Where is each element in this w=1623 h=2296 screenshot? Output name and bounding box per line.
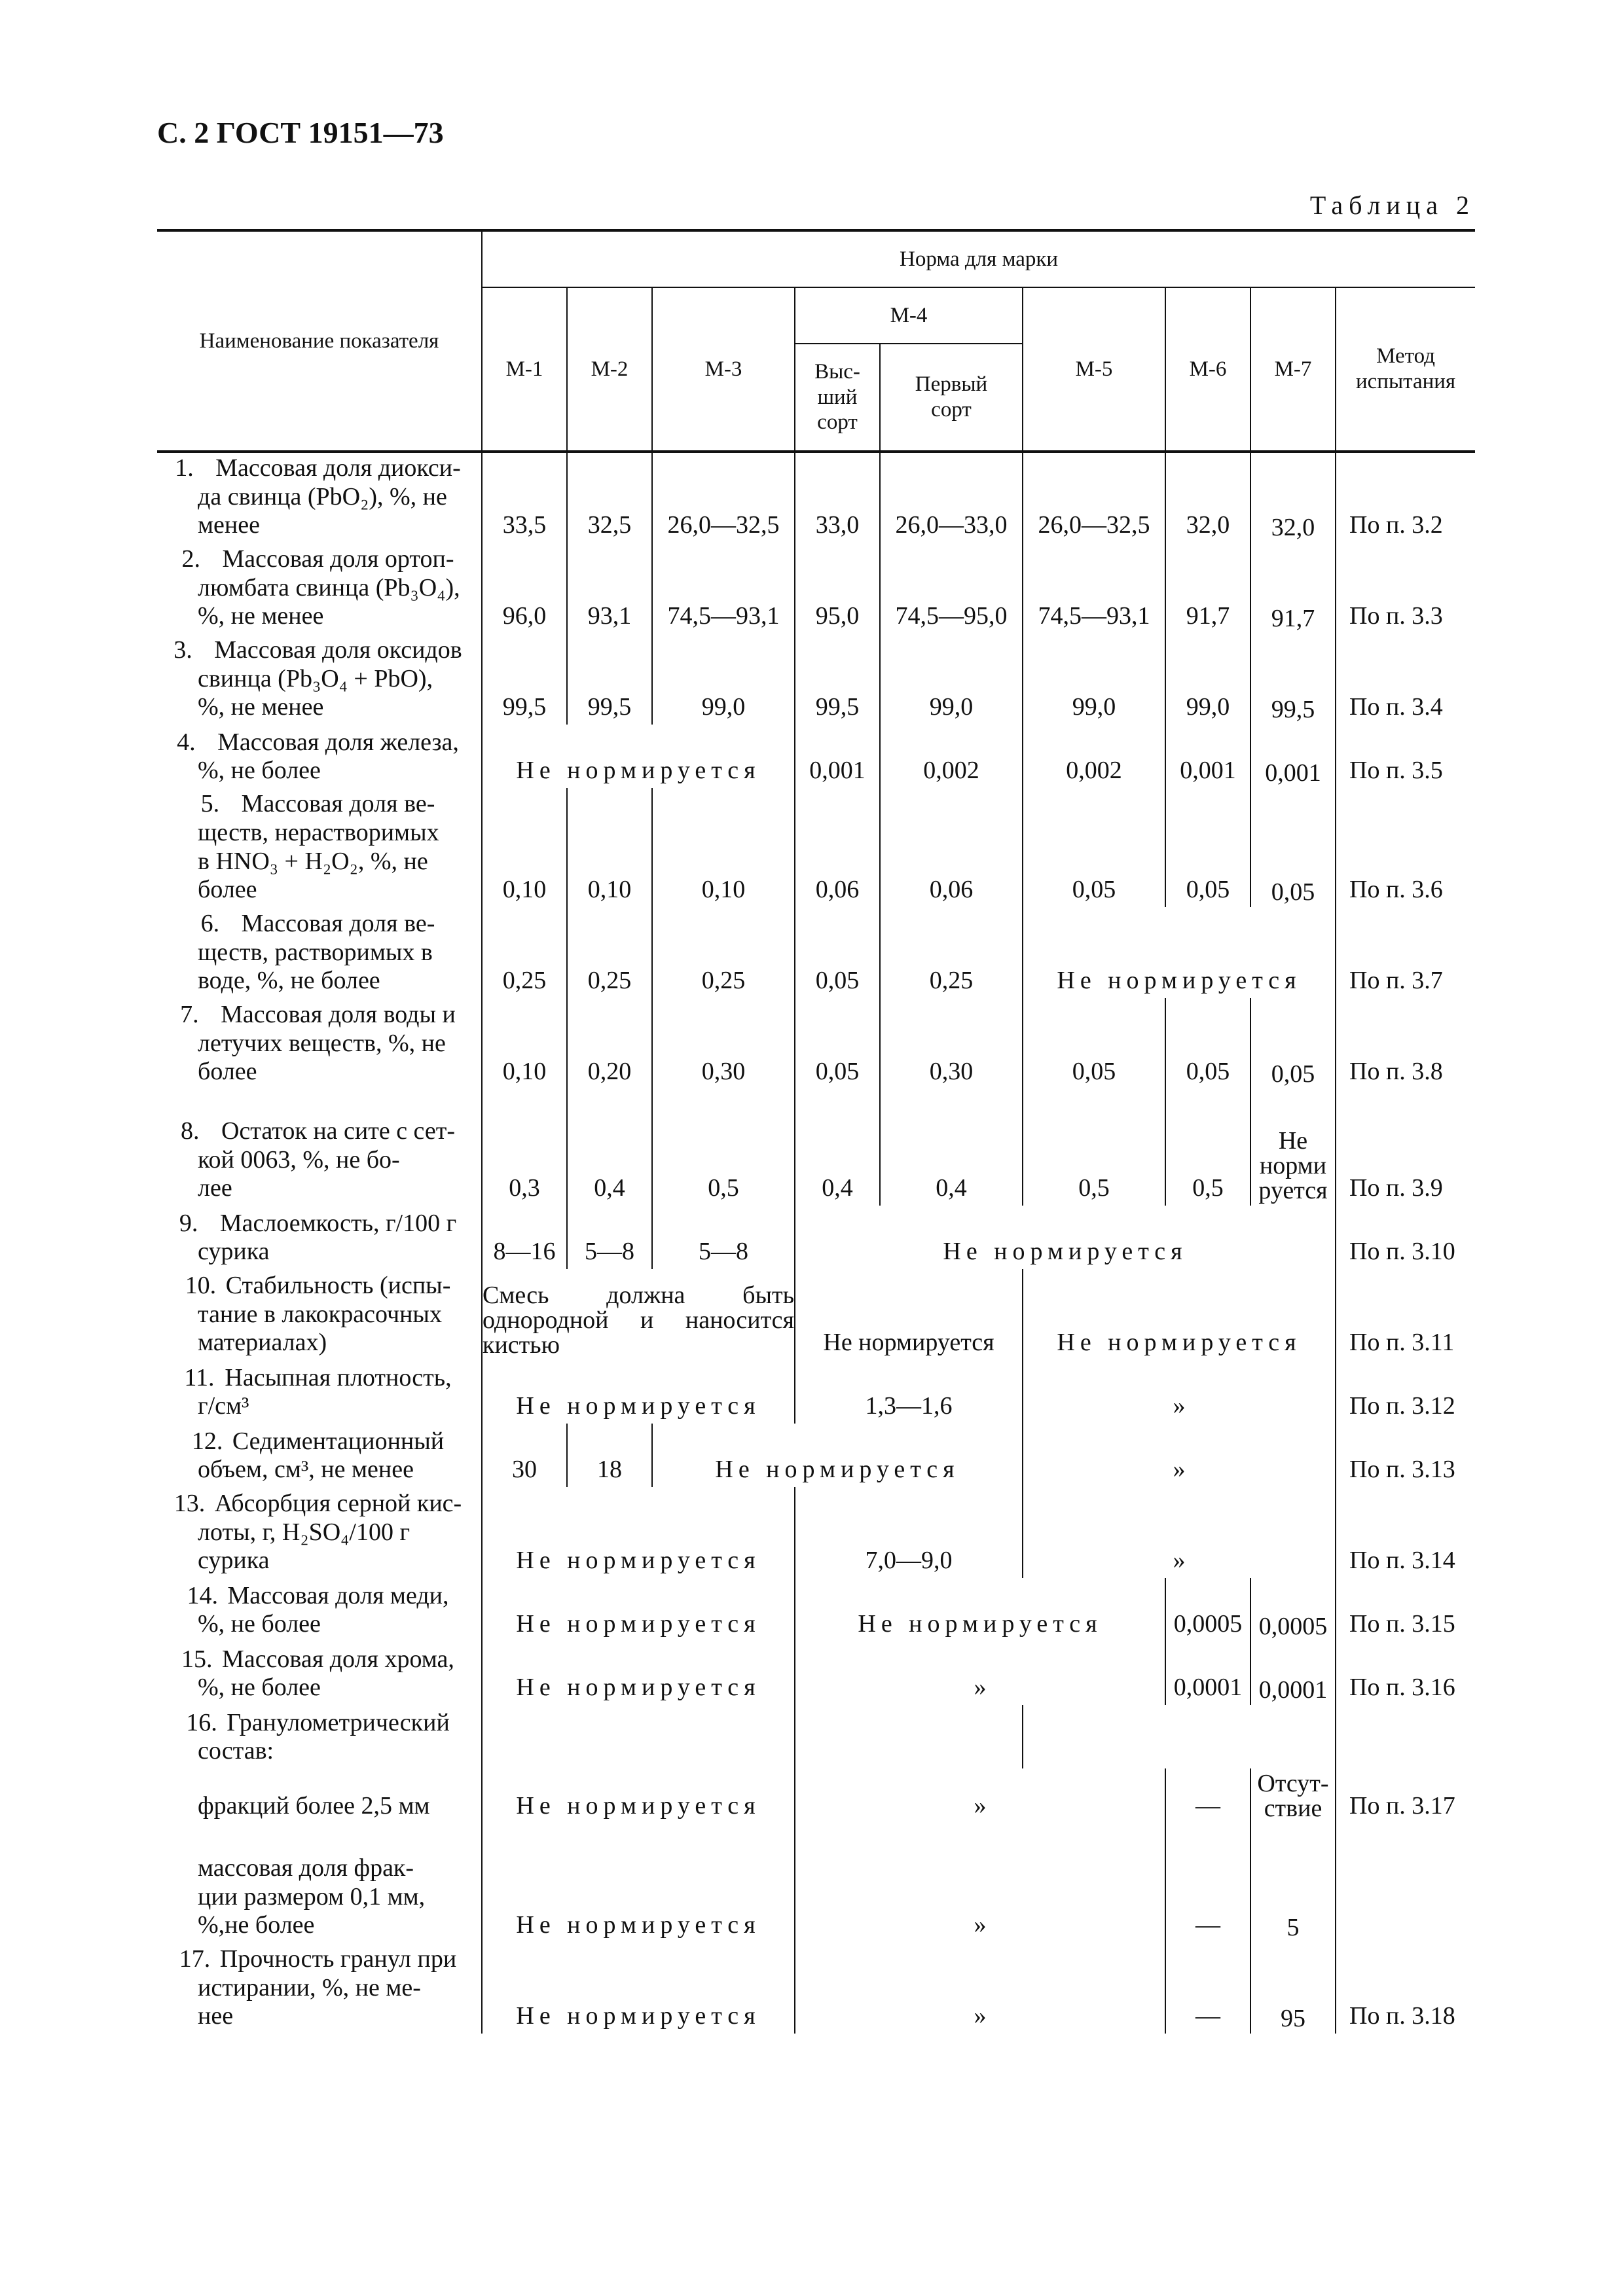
value-m7: 0,0001: [1250, 1641, 1336, 1705]
value-m5: 0,002: [1023, 725, 1165, 788]
row-number: 12.: [191, 1427, 223, 1455]
row-name-line: фракций более 2,5 мм: [198, 1792, 430, 1820]
row-name: [157, 907, 482, 998]
value-m7: 0,0005: [1250, 1578, 1336, 1641]
row-method: По п. 3.6: [1336, 788, 1475, 907]
row-name-line: материалах): [198, 1329, 327, 1357]
value-m3: 0,10: [652, 788, 795, 907]
value-m4-top: 0,06: [795, 788, 880, 907]
table-row: [157, 998, 1475, 1089]
value-m1-m3: [482, 1705, 795, 1768]
header-method: Метод испытания: [1336, 287, 1475, 452]
row-method: По п. 3.14: [1336, 1487, 1475, 1578]
row-name-line: Массовая доля воды и: [221, 1000, 456, 1028]
row-name: [157, 543, 482, 634]
row-name-line: лее: [198, 1174, 232, 1202]
row-number: 3.: [173, 636, 192, 664]
value-m3: 26,0—32,5: [652, 452, 795, 543]
value-m4-first: 0,06: [880, 788, 1023, 907]
value-m5-m7: Не нормируется: [1023, 1269, 1336, 1360]
row-method: По п. 3.16: [1336, 1641, 1475, 1705]
table-row: [157, 1705, 1475, 1768]
table-caption: Таблица 2: [1309, 190, 1475, 220]
value-m3: 0,30: [652, 998, 795, 1089]
value-m2: 18: [567, 1424, 652, 1487]
row-name: [157, 788, 482, 907]
value-m4-top: 0,05: [795, 998, 880, 1089]
table-row: [157, 1269, 1475, 1360]
value-m4-first: 0,002: [880, 725, 1023, 788]
value-m5-m7: »: [1023, 1424, 1336, 1487]
row-number: 14.: [187, 1581, 218, 1609]
value-m3: 0,25: [652, 907, 795, 998]
value-m1: 8—16: [482, 1206, 567, 1269]
row-name: [157, 1360, 482, 1424]
value-m5-m7: [1023, 1705, 1336, 1768]
row-name-line: Массовая доля хрома,: [222, 1645, 454, 1673]
value-m2: 32,5: [567, 452, 652, 543]
row-name-line: более: [198, 1058, 257, 1086]
row-name-line: Массовая доля оксидов: [214, 636, 462, 664]
value-m1: 30: [482, 1424, 567, 1487]
table-row: [157, 452, 1475, 543]
table-row: [157, 1768, 1475, 1823]
header-m6: М-6: [1165, 287, 1250, 452]
value-m6: 0,5: [1165, 1089, 1250, 1206]
row-number: 2.: [181, 545, 200, 573]
value-m3: 5—8: [652, 1206, 795, 1269]
table-row: [157, 1943, 1475, 2034]
row-name: [157, 452, 482, 543]
value-m6: 99,0: [1165, 634, 1250, 725]
row-name-line: да свинца (PbO₂), %, не: [198, 482, 447, 511]
value-m2: 5—8: [567, 1206, 652, 1269]
row-name-line: массовая доля фрак-: [198, 1854, 414, 1882]
value-m4-top: 33,0: [795, 452, 880, 543]
row-name: [157, 998, 482, 1089]
value-m7: 99,5: [1250, 634, 1336, 725]
row-method: По п. 3.7: [1336, 907, 1475, 998]
row-name: [157, 1641, 482, 1705]
value-m4-m5: »: [795, 1943, 1165, 2034]
row-name-line: Стабильность (испы-: [225, 1271, 451, 1299]
header-m4: М-4: [795, 287, 1023, 344]
header-m7: М-7: [1250, 287, 1336, 452]
value-m4-top: 0,4: [795, 1089, 880, 1206]
row-name: [157, 1424, 482, 1487]
value-m6: —: [1165, 1943, 1250, 2034]
value-m2: 0,10: [567, 788, 652, 907]
value-m1: 96,0: [482, 543, 567, 634]
value-m3-m4: Не нормируется: [652, 1424, 1023, 1487]
page-header: С. 2 ГОСТ 19151—73: [157, 116, 444, 149]
value-m7: 0,05: [1250, 998, 1336, 1089]
value-m3: 99,0: [652, 634, 795, 725]
value-m1-m3: Смесь должна быть однородной и наносится кистью: [482, 1269, 795, 1360]
row-name: [157, 1269, 482, 1360]
row-name-line: люмбата свинца (Pb₃O₄),: [198, 573, 460, 601]
row-number: 17.: [179, 1945, 211, 1973]
table-row: [157, 788, 1475, 907]
value-m5: 0,05: [1023, 998, 1165, 1089]
row-method: По п. 3.8: [1336, 998, 1475, 1089]
value-m1-m3: Не нормируется: [482, 1823, 795, 1943]
row-name: [157, 1768, 482, 1823]
row-name-line: истирании, %, не ме-: [198, 1973, 421, 2001]
header-m4-first: Первый сорт: [880, 344, 1023, 452]
value-m2: 0,25: [567, 907, 652, 998]
header-m3: М-3: [652, 287, 795, 452]
table-row: [157, 1360, 1475, 1424]
value-m2: 0,4: [567, 1089, 652, 1206]
value-m6: —: [1165, 1768, 1250, 1823]
value-m6: 0,0005: [1165, 1578, 1250, 1641]
header-m4-top: Выс- ший сорт: [795, 344, 880, 452]
value-m6: —: [1165, 1823, 1250, 1943]
row-number: 13.: [173, 1489, 206, 1517]
row-name-line: Массовая доля ве-: [241, 790, 435, 818]
row-name-line: свинца (Pb₃O₄ + PbO),: [198, 664, 433, 692]
row-number: 10.: [185, 1271, 217, 1299]
value-m4-first: 0,25: [880, 907, 1023, 998]
row-method: [1336, 1705, 1475, 1768]
row-method: По п. 3.13: [1336, 1424, 1475, 1487]
value-m4-top: 99,5: [795, 634, 880, 725]
value-m6: 0,0001: [1165, 1641, 1250, 1705]
header-norm: Норма для марки: [482, 230, 1475, 287]
value-m1-m3: Не нормируется: [482, 1768, 795, 1823]
row-name-line: Насыпная плотность,: [225, 1363, 452, 1391]
value-m6: 32,0: [1165, 452, 1250, 543]
value-m5: 26,0—32,5: [1023, 452, 1165, 543]
row-name: [157, 1487, 482, 1578]
row-name-line: Массовая доля меди,: [227, 1581, 449, 1609]
row-name-line: летучих веществ, %, не: [198, 1029, 446, 1057]
row-name-line: менее: [198, 511, 260, 539]
value-m1: 0,3: [482, 1089, 567, 1206]
row-name-line: Абсорбция серной кис-: [214, 1489, 462, 1517]
table-row: [157, 1823, 1475, 1943]
row-name-line: г/см³: [198, 1392, 249, 1420]
row-method: По п. 3.17: [1336, 1768, 1475, 1823]
row-method: [1336, 1823, 1475, 1943]
row-name-line: тание в лакокрасочных: [198, 1300, 442, 1328]
row-method: По п. 3.11: [1336, 1269, 1475, 1360]
value-m7: 32,0: [1250, 452, 1336, 543]
value-m4-top: 0,05: [795, 907, 880, 998]
header-m2: М-2: [567, 287, 652, 452]
value-m4-first: 99,0: [880, 634, 1023, 725]
row-method: По п. 3.3: [1336, 543, 1475, 634]
row-name-line: Массовая доля ортоп-: [222, 545, 454, 573]
value-m7: 5: [1250, 1823, 1336, 1943]
value-m5: 74,5—93,1: [1023, 543, 1165, 634]
value-m4-first: 26,0—33,0: [880, 452, 1023, 543]
row-name-line: ции размером 0,1 мм,: [198, 1882, 426, 1910]
header-m5: М-5: [1023, 287, 1165, 452]
row-number: 7.: [180, 1000, 199, 1028]
value-m1: 33,5: [482, 452, 567, 543]
row-name-line: кой 0063, %, не бо-: [198, 1145, 400, 1174]
value-m1: 99,5: [482, 634, 567, 725]
value-m4-top: 95,0: [795, 543, 880, 634]
value-m1: 0,25: [482, 907, 567, 998]
row-name-line: Массовая доля ве-: [241, 909, 435, 937]
value-m5-m7: »: [1023, 1487, 1336, 1578]
norms-table: [157, 229, 1475, 2034]
row-method: По п. 3.15: [1336, 1578, 1475, 1641]
value-m1-m3: Не нормируется: [482, 725, 795, 788]
value-m2: 99,5: [567, 634, 652, 725]
value-m4-first: 74,5—95,0: [880, 543, 1023, 634]
row-name-line: Остаток на сите с сет-: [221, 1117, 456, 1145]
table-body: [157, 452, 1475, 2034]
value-m1-m3: Не нормируется: [482, 1943, 795, 2034]
row-name-line: %, не менее: [198, 602, 324, 630]
row-name: [157, 1943, 482, 2034]
table-row: [157, 1487, 1475, 1578]
row-number: 15.: [181, 1645, 213, 1673]
row-name: [157, 1206, 482, 1269]
value-m5: 0,5: [1023, 1089, 1165, 1206]
row-name-line: состав:: [198, 1737, 274, 1765]
row-name-line: Массовая доля железа,: [217, 728, 459, 756]
value-m7: 0,001: [1250, 725, 1336, 788]
value-m4-m5: »: [795, 1823, 1165, 1943]
row-number: 1.: [175, 454, 194, 482]
row-name-line: лоты, г, H₂SO₄/100 г: [198, 1518, 410, 1546]
value-m1-m3: Не нормируется: [482, 1578, 795, 1641]
row-name-line: %,не более: [198, 1911, 315, 1939]
row-name-line: ществ, растворимых в: [198, 938, 433, 966]
value-m7: 91,7: [1250, 543, 1336, 634]
table-row: [157, 1424, 1475, 1487]
header-name-col: Наименование показателя: [157, 230, 482, 452]
value-m2: 93,1: [567, 543, 652, 634]
row-method: По п. 3.5: [1336, 725, 1475, 788]
table-row: [157, 634, 1475, 725]
table-row: [157, 1089, 1475, 1206]
value-m7: Отсут- ствие: [1250, 1768, 1336, 1823]
value-m5-m7: »: [1023, 1360, 1336, 1424]
value-m1: 0,10: [482, 788, 567, 907]
value-m6: 0,001: [1165, 725, 1250, 788]
table-row: [157, 907, 1475, 998]
value-m5: 99,0: [1023, 634, 1165, 725]
row-number: 11.: [184, 1363, 215, 1391]
row-name-line: Маслоемкость, г/100 г: [219, 1209, 457, 1237]
value-m7: Не норми руется: [1250, 1089, 1336, 1206]
row-method: По п. 3.12: [1336, 1360, 1475, 1424]
row-method: По п. 3.9: [1336, 1089, 1475, 1206]
value-m7: 0,05: [1250, 788, 1336, 907]
row-number: 4.: [177, 728, 196, 756]
value-m4-top: 0,001: [795, 725, 880, 788]
value-m1-m3: Не нормируется: [482, 1641, 795, 1705]
value-m4-first: 0,4: [880, 1089, 1023, 1206]
row-name-line: воде, %, не более: [198, 967, 380, 995]
value-m6: 0,05: [1165, 998, 1250, 1089]
row-name: [157, 725, 482, 788]
row-method: По п. 3.2: [1336, 452, 1475, 543]
value-m4: 7,0—9,0: [795, 1487, 1023, 1578]
row-name-line: более: [198, 876, 257, 904]
row-name: [157, 634, 482, 725]
value-m4-m5: Не нормируется: [795, 1578, 1165, 1641]
value-m4-first: 0,30: [880, 998, 1023, 1089]
row-method: По п. 3.10: [1336, 1206, 1475, 1269]
row-name-line: объем, см³, не менее: [198, 1456, 414, 1484]
row-name: [157, 1705, 482, 1768]
value-m5: 0,05: [1023, 788, 1165, 907]
table-row: [157, 1206, 1475, 1269]
row-number: 6.: [200, 909, 220, 937]
value-m3: 74,5—93,1: [652, 543, 795, 634]
row-name-line: %, не более: [198, 1674, 321, 1702]
value-m4-m5: »: [795, 1768, 1165, 1823]
value-m4: Не нормируется: [795, 1269, 1023, 1360]
table-row: [157, 725, 1475, 788]
value-m4: 1,3—1,6: [795, 1360, 1023, 1424]
value-m1: 0,10: [482, 998, 567, 1089]
row-number: 5.: [200, 790, 220, 818]
value-m4-m5: »: [795, 1641, 1165, 1705]
row-name-line: в HNO₃ + H₂O₂, %, не: [198, 847, 428, 875]
table-row: [157, 543, 1475, 634]
table-row: [157, 1641, 1475, 1705]
row-method: По п. 3.4: [1336, 634, 1475, 725]
row-name-line: Прочность гранул при: [219, 1945, 457, 1973]
value-m6: 0,05: [1165, 788, 1250, 907]
row-name-line: %, не менее: [198, 693, 324, 721]
row-number: 9.: [179, 1209, 198, 1237]
row-name: [157, 1578, 482, 1641]
row-name-line: сурика: [198, 1547, 270, 1575]
value-m2: 0,20: [567, 998, 652, 1089]
row-name-line: сурика: [198, 1238, 270, 1266]
value-m4-m7: Не нормируется: [795, 1206, 1336, 1269]
row-method: По п. 3.18: [1336, 1943, 1475, 2034]
value-m1-m3: Не нормируется: [482, 1360, 795, 1424]
value-m6: 91,7: [1165, 543, 1250, 634]
row-name-line: Массовая доля диокси-: [215, 454, 461, 482]
value-m7: 95: [1250, 1943, 1336, 2034]
row-name-line: ществ, нерастворимых: [198, 818, 439, 846]
table-row: [157, 1578, 1475, 1641]
row-number: 16.: [186, 1708, 217, 1736]
row-name-line: Седиментационный: [232, 1427, 445, 1455]
row-number: 8.: [180, 1117, 200, 1145]
value-m4: [795, 1705, 1023, 1768]
row-name-line: %, не более: [198, 1610, 321, 1638]
row-name-line: Гранулометрический: [227, 1708, 450, 1736]
value-m5-m7: Не нормируется: [1023, 907, 1336, 998]
value-m1-m3: Не нормируется: [482, 1487, 795, 1578]
value-m3: 0,5: [652, 1089, 795, 1206]
row-name-line: нее: [198, 2002, 234, 2030]
row-name: [157, 1823, 482, 1943]
row-name: [157, 1089, 482, 1206]
header-m1: М-1: [482, 287, 567, 452]
row-name-line: %, не более: [198, 757, 321, 785]
